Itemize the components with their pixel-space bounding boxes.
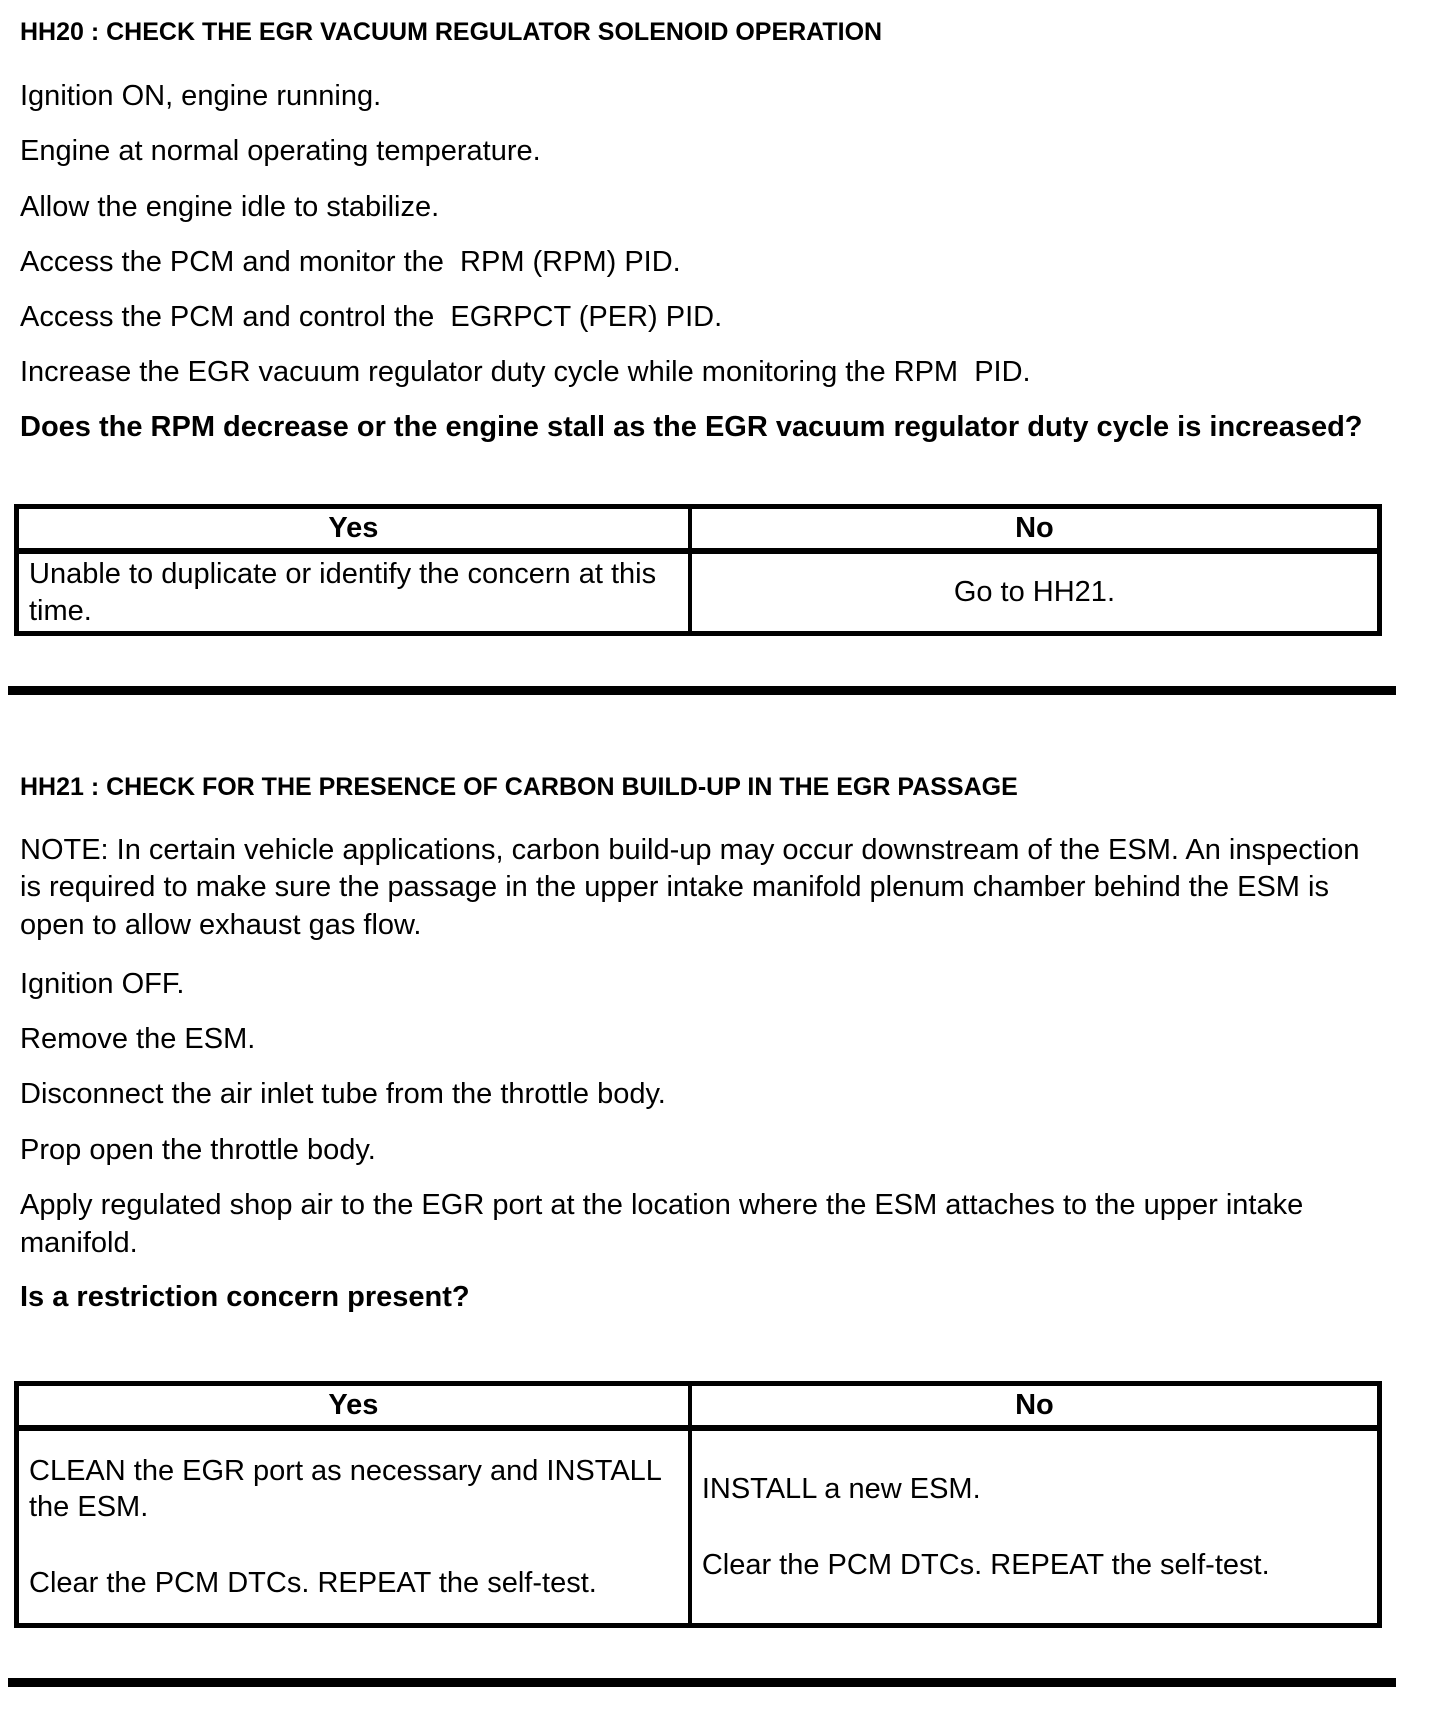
hh20-no-result: Go to HH21. (953, 576, 1115, 609)
spacer (20, 1628, 1382, 1678)
hh20-step: Engine at normal operating temperature. (20, 135, 541, 168)
hh20-decision-table (14, 504, 1382, 636)
section-divider-rule (8, 1678, 1396, 1687)
hh20-step: Ignition ON, engine running. (20, 80, 382, 112)
hh21-table-header-row (17, 1384, 1380, 1429)
hh20-step: Access the PCM and monitor the RPM (RPM) PID. (20, 245, 681, 278)
spacer (20, 695, 1382, 767)
hh20-no-result-cell (690, 551, 1380, 633)
hh21-yes-result-line: CLEAN the EGR port as necessary and INSTALL the ESM. (29, 1454, 669, 1523)
hh21-note: NOTE: In certain vehicle applications, carbon build-up may occur downstream of the ESM. An inspection is required to make sure the passage in the upper intake manifold plenum chamber behind the ESM is open to allow exhaust gas flow. (20, 833, 1368, 942)
hh21-step: Prop open the throttle body. (20, 1133, 376, 1166)
hh20-table-header-yes: Yes (17, 507, 690, 552)
hh21-table-result-row (17, 1428, 1380, 1626)
hh20-section (20, 18, 1382, 636)
hh21-question: Is a restriction concern present? (20, 1281, 470, 1314)
hh21-yes-result-line: Clear the PCM DTCs. REPEAT the self-test. (29, 1567, 597, 1600)
hh21-step: Disconnect the air inlet tube from the throttle body. (20, 1078, 666, 1111)
hh20-question: Does the RPM decrease or the engine stall as the EGR vacuum regulator duty cycle is increased? (20, 410, 1363, 443)
section-divider-rule (8, 686, 1396, 695)
spacer (20, 1317, 1382, 1381)
hh20-table-result-row (17, 551, 1380, 633)
hh20-step: Increase the EGR vacuum regulator duty cycle while monitoring the RPM PID. (20, 356, 1031, 389)
hh21-decision-table (14, 1381, 1382, 1628)
hh20-table-header-row (17, 507, 1380, 552)
hh21-yes-result-cell (17, 1428, 690, 1626)
hh21-step: Apply regulated shop air to the EGR port at the location where the ESM attaches to the upper intake manifold. (20, 1188, 1312, 1260)
spacer (20, 446, 1382, 504)
hh21-no-result-line: Clear the PCM DTCs. REPEAT the self-test. (701, 1549, 1270, 1582)
hh21-table-header-no: No (690, 1384, 1380, 1429)
hh20-section-title: HH20 : CHECK THE EGR VACUUM REGULATOR SOLENOID OPERATION (20, 18, 883, 46)
hh20-yes-result-cell (17, 551, 690, 633)
hh21-no-result-line: INSTALL a new ESM. (701, 1472, 981, 1505)
hh20-step: Allow the engine idle to stabilize. (20, 190, 440, 223)
hh21-table-header-yes: Yes (17, 1384, 690, 1429)
hh21-section (20, 773, 1382, 1628)
hh20-step: Access the PCM and control the EGRPCT (PER) PID. (20, 301, 723, 334)
hh20-yes-result: Unable to duplicate or identify the concern at this time. (29, 558, 665, 627)
hh21-step: Remove the ESM. (20, 1023, 256, 1056)
hh21-section-title: HH21 : CHECK FOR THE PRESENCE OF CARBON BUILD-UP IN THE EGR PASSAGE (20, 772, 1018, 801)
hh20-table-header-no: No (690, 507, 1380, 552)
hh21-step: Ignition OFF. (20, 967, 185, 1000)
hh21-no-result-cell (690, 1428, 1380, 1626)
